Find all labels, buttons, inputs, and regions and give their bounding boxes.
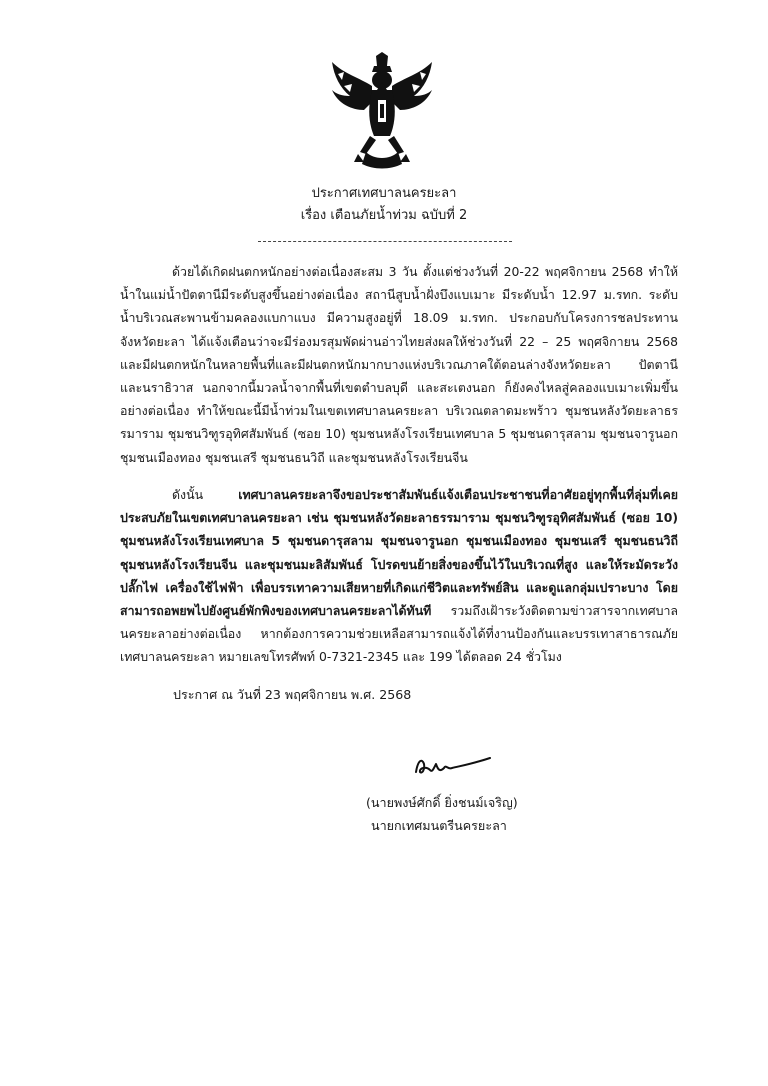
paragraph-2-lead: ดังนั้น [172,487,204,502]
body-paragraph-2 [120,483,678,669]
handwritten-signature [412,752,494,780]
signer-name: (นายพงษ์ศักดิ์ ยิ่งชนม์เจริญ) [366,795,518,810]
signer-title: นายกเทศมนตรีนครยะลา [371,818,507,833]
body-paragraph-1 [120,260,678,469]
paragraph-1-text: ด้วยได้เกิดฝนตกหนักอย่างต่อเนื่องสะสม 3 วัน ตั้งแต่ช่วงวันที่ 20-22 พฤศจิกายน 2568 ทำให้น้ำในแม่น้ำปัตตานีมีระดับสูงขึ้นอย่างต่อเนื่อง สถานีสูบน้ำฝั่งบึงแบเมาะ มีระดับน้ำ 12.97 ม.รทก. ระดับน้ำบริเวณสะพานข้ามคลองแบกาแบง มีความสูงอยู่ที่ 18.09 ม.รทก. ประกอบกับโครงการชลประทานจังหวัดยะลา ได้แจ้งเตือนว่าจะมีร่องมรสุมพัดผ่านอ่าวไทยส่งผลให้ช่วงวันที่ 22 – 25 พฤศจิกายน 2568 และมีฝนตกหนักในหลายพื้นที่และมีฝนตกหนักมากบางแห่งบริเวณภาคใต้ตอนล่างจังหวัดยะลา ปัตตานี และนราธิวาส นอกจากนี้มวลน้ำจากพื้นที่เขตตำบลบุดี และสะเตงนอก ก็ยังคงไหลสู่คลองแบเมาะเพิ่มขึ้นอย่างต่อเนื่อง ทำให้ขณะนี้มีน้ำท่วมในเขตเทศบาลนครยะลา บริเวณตลาดมะพร้าว ชุมชนหลังวัดยะลาธรรมาราม ชุมชนวิฑูรอุทิศสัมพันธ์ (ซอย 10) ชุมชนหลังโรงเรียนเทศบาล 5 ชุมชนดารุสลาม ชุมชนจารูนอก ชุมชนเมืองทอง ชุมชนเสรี ชุมชนธนวิถี และชุมชนหลังโรงเรียนจีน [120,264,678,465]
paragraph-2-text: รวมถึงเฝ้าระวังติดตามข่าวสารจากเทศบาลนครยะลาอย่างต่อเนื่อง หากต้องการความช่วยเหลือสามารถแจ้งได้ที่งานป้องกันและบรรเทาสาธารณภัยเทศบาลนครยะลา หมายเลขโทรศัพท์ 0-7321-2345 และ 199 ได้ตลอด 24 ชั่วโมง [120,603,678,665]
header-divider [258,241,512,242]
announcement-subject: เรื่อง เตือนภัยน้ำท่วม ฉบับที่ 2 [300,208,468,223]
announcement-date: ประกาศ ณ วันที่ 23 พฤศจิกายน พ.ศ. 2568 [173,687,412,702]
garuda-emblem-icon [330,52,434,170]
announcement-issuer: ประกาศเทศบาลนครยะลา [311,186,457,201]
paragraph-2-bold-text: เทศบาลนครยะลาจึงขอประชาสัมพันธ์แจ้งเตือนประชาชนที่อาศัยอยู่ทุกพื้นที่ลุ่มที่เคยประสบภัยในเขตเทศบาลนครยะลา เช่น ชุมชนหลังวัดยะลาธรรมาราม ชุมชนวิฑูรอุทิศสัมพันธ์ (ซอย 10) ชุมชนหลังโรงเรียนเทศบาล 5 ชุมชนดารุสลาม ชุมชนจารูนอก ชุมชนเมืองทอง ชุมชนเสรี ชุมชนธนวิถี ชุมชนหลังโรงเรียนจีน และชุมชนมะลิสัมพันธ์ โปรดขนย้ายสิ่งของขึ้นไว้ในบริเวณที่สูง และให้ระมัดระวังปลั๊กไฟ เครื่องใช้ไฟฟ้า เพื่อบรรเทาความเสียหายที่เกิดแก่ชีวิตและทรัพย์สิน และดูแลกลุ่มเปราะบาง โดยสามารถอพยพไปยังศูนย์พักพิงของเทศบาลนครยะลาได้ทันที [120,487,678,619]
